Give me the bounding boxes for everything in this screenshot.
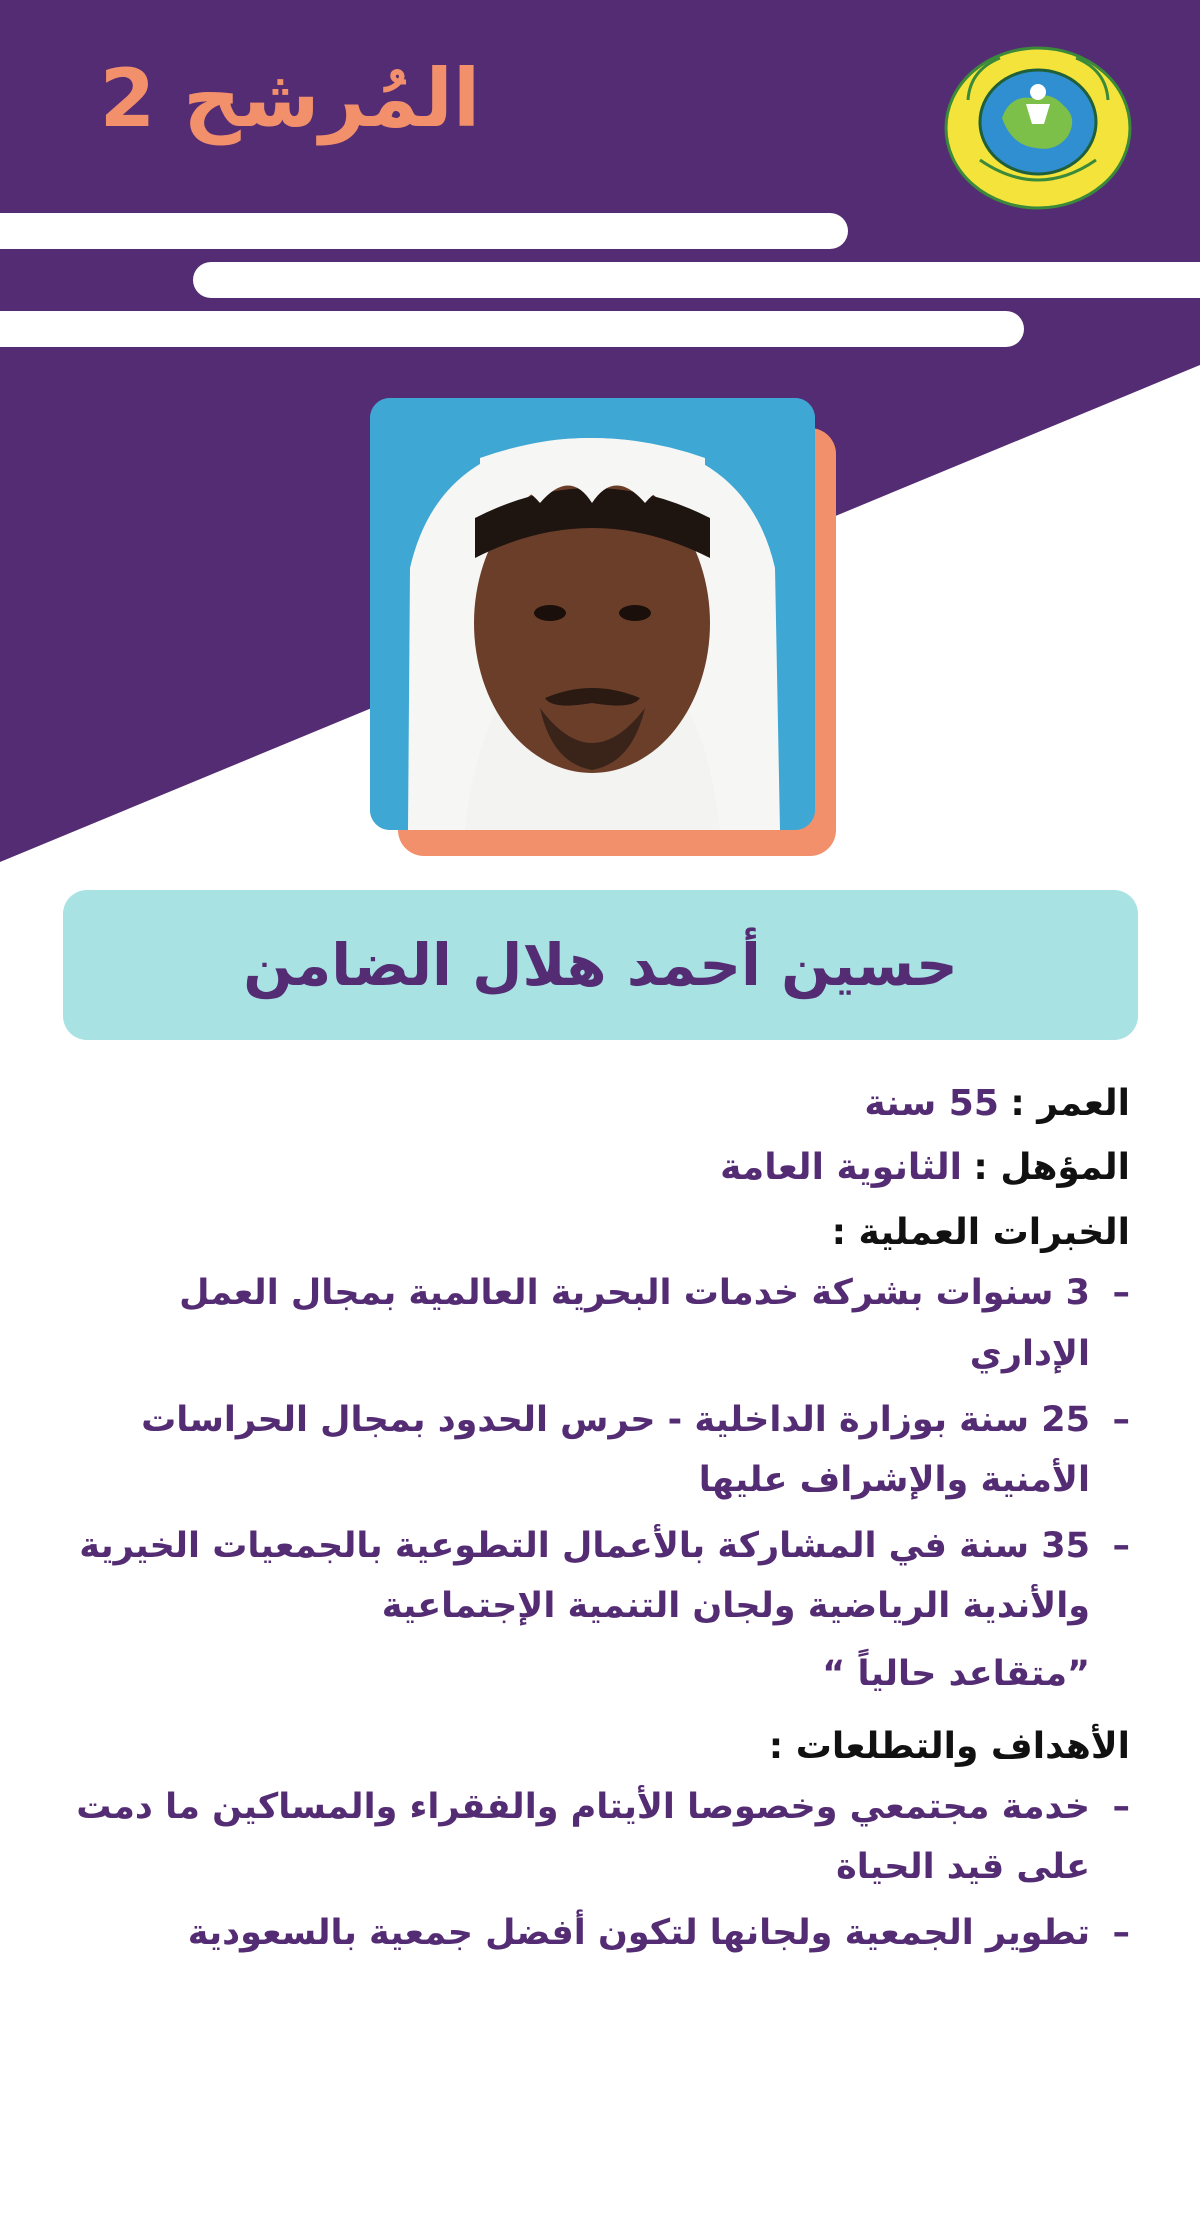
age-label: العمر : bbox=[1010, 1083, 1130, 1124]
candidate-photo bbox=[370, 398, 815, 830]
page-title: المُرشح 2 bbox=[99, 52, 481, 145]
goal-item-text: تطوير الجمعية ولجانها لتكون أفضل جمعية بالسعودية bbox=[187, 1913, 1090, 1954]
candidate-name-box bbox=[63, 890, 1138, 1040]
age-field bbox=[55, 1075, 1130, 1133]
experience-heading: الخبرات العملية : bbox=[831, 1212, 1130, 1254]
header-stripe-3 bbox=[0, 311, 1024, 347]
goal-item-text: خدمة مجتمعي وخصوصا الأيتام والفقراء والمساكين ما دمت على قيد الحياة bbox=[76, 1786, 1090, 1887]
goal-item bbox=[55, 1777, 1130, 1897]
experience-item-text: 3 سنوات بشركة خدمات البحرية العالمية بمجال العمل الإداري bbox=[179, 1273, 1090, 1374]
experience-item bbox=[55, 1390, 1130, 1510]
experience-item bbox=[55, 1263, 1130, 1383]
candidate-name: حسين أحمد هلال الضامن bbox=[243, 931, 958, 999]
list-dash: – bbox=[1112, 1786, 1130, 1827]
experience-item-text: 35 سنة في المشاركة بالأعمال التطوعية بالجمعيات الخيرية والأندية الرياضية ولجان التنمية الإجتماعية bbox=[79, 1526, 1090, 1627]
retirement-note: ”متقاعد حالياً “ bbox=[822, 1653, 1090, 1694]
goals-heading: الأهداف والتطلعات : bbox=[768, 1725, 1130, 1767]
header-stripe-2 bbox=[193, 262, 1200, 298]
goal-item bbox=[55, 1903, 1130, 1963]
qualification-label: المؤهل : bbox=[973, 1146, 1130, 1188]
qualification-value: الثانوية العامة bbox=[720, 1146, 962, 1188]
header-stripe-1 bbox=[0, 213, 848, 249]
age-value: 55 سنة bbox=[864, 1083, 999, 1124]
list-dash: – bbox=[1112, 1273, 1130, 1314]
experience-item bbox=[55, 1516, 1130, 1636]
list-dash: – bbox=[1112, 1526, 1130, 1567]
experience-item-text: 25 سنة بوزارة الداخلية - حرس الحدود بمجال الحراسات الأمنية والإشراف عليها bbox=[141, 1399, 1090, 1500]
list-dash: – bbox=[1112, 1913, 1130, 1954]
candidate-details bbox=[55, 1075, 1130, 1969]
list-dash: – bbox=[1112, 1399, 1130, 1440]
organization-logo bbox=[940, 40, 1136, 210]
qualification-field bbox=[55, 1139, 1130, 1197]
